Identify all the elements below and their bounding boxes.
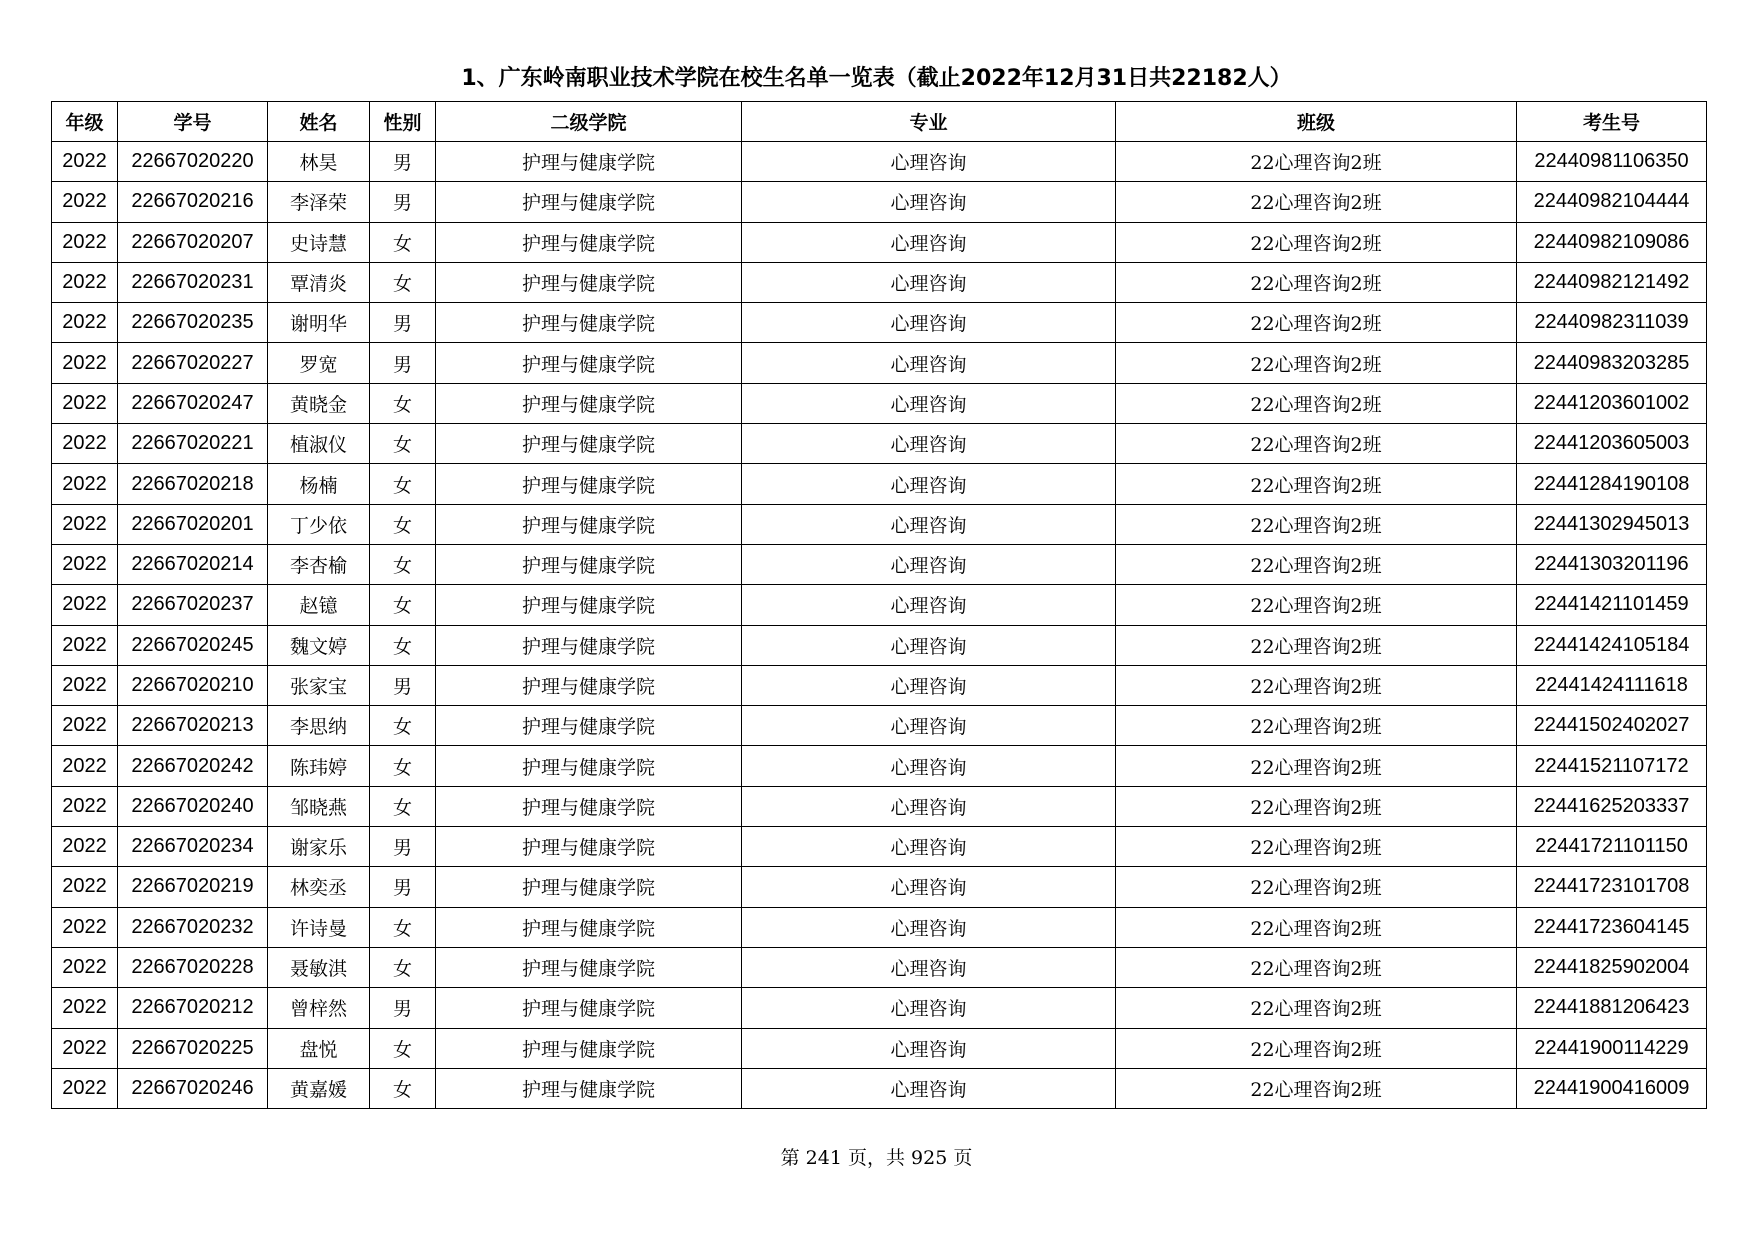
cell-college: 护理与健康学院	[436, 706, 742, 746]
cell-name: 黄晓金	[268, 383, 370, 423]
cell-college: 护理与健康学院	[436, 988, 742, 1028]
cell-student-id: 22667020219	[118, 867, 268, 907]
cell-major: 心理咨询	[742, 706, 1116, 746]
cell-gender: 男	[370, 343, 436, 383]
cell-student-id: 22667020242	[118, 746, 268, 786]
cell-gender: 女	[370, 1028, 436, 1068]
cell-grade: 2022	[52, 464, 118, 504]
cell-gender: 女	[370, 1068, 436, 1108]
table-row	[52, 504, 1707, 544]
table-row	[52, 988, 1707, 1028]
cell-name: 谢家乐	[268, 827, 370, 867]
cell-grade: 2022	[52, 988, 118, 1028]
cell-exam-number: 22441502402027	[1517, 706, 1707, 746]
cell-college: 护理与健康学院	[436, 665, 742, 705]
cell-gender: 女	[370, 464, 436, 504]
header-student-id: 学号	[118, 102, 268, 142]
cell-major: 心理咨询	[742, 424, 1116, 464]
cell-name: 林昊	[268, 142, 370, 182]
cell-exam-number: 22441521107172	[1517, 746, 1707, 786]
cell-grade: 2022	[52, 706, 118, 746]
cell-name: 林奕丞	[268, 867, 370, 907]
cell-exam-number: 22441203605003	[1517, 424, 1707, 464]
cell-class: 22心理咨询2班	[1116, 383, 1517, 423]
cell-college: 护理与健康学院	[436, 1028, 742, 1068]
header-major: 专业	[742, 102, 1116, 142]
cell-gender: 女	[370, 544, 436, 584]
cell-major: 心理咨询	[742, 585, 1116, 625]
cell-gender: 女	[370, 383, 436, 423]
cell-college: 护理与健康学院	[436, 343, 742, 383]
table-row	[52, 383, 1707, 423]
cell-major: 心理咨询	[742, 544, 1116, 584]
cell-exam-number: 22441900416009	[1517, 1068, 1707, 1108]
cell-gender: 女	[370, 222, 436, 262]
cell-class: 22心理咨询2班	[1116, 746, 1517, 786]
table-row	[52, 907, 1707, 947]
cell-major: 心理咨询	[742, 343, 1116, 383]
cell-gender: 男	[370, 988, 436, 1028]
cell-gender: 男	[370, 867, 436, 907]
cell-major: 心理咨询	[742, 262, 1116, 302]
cell-major: 心理咨询	[742, 867, 1116, 907]
cell-college: 护理与健康学院	[436, 464, 742, 504]
cell-class: 22心理咨询2班	[1116, 585, 1517, 625]
cell-gender: 女	[370, 625, 436, 665]
cell-major: 心理咨询	[742, 625, 1116, 665]
cell-gender: 女	[370, 706, 436, 746]
cell-gender: 女	[370, 585, 436, 625]
cell-grade: 2022	[52, 182, 118, 222]
cell-college: 护理与健康学院	[436, 1068, 742, 1108]
header-exam-number: 考生号	[1517, 102, 1707, 142]
cell-major: 心理咨询	[742, 303, 1116, 343]
cell-grade: 2022	[52, 1028, 118, 1068]
cell-name: 李思纳	[268, 706, 370, 746]
cell-class: 22心理咨询2班	[1116, 424, 1517, 464]
cell-student-id: 22667020213	[118, 706, 268, 746]
cell-name: 曾梓然	[268, 988, 370, 1028]
cell-class: 22心理咨询2班	[1116, 665, 1517, 705]
page-title: 1、广东岭南职业技术学院在校生名单一览表（截止2022年12月31日共22182人）	[461, 66, 1292, 91]
cell-exam-number: 22440982109086	[1517, 222, 1707, 262]
cell-grade: 2022	[52, 142, 118, 182]
cell-college: 护理与健康学院	[436, 585, 742, 625]
table-row	[52, 544, 1707, 584]
cell-student-id: 22667020232	[118, 907, 268, 947]
cell-student-id: 22667020212	[118, 988, 268, 1028]
table-row	[52, 1068, 1707, 1108]
cell-gender: 男	[370, 142, 436, 182]
cell-exam-number: 22441424111618	[1517, 665, 1707, 705]
cell-grade: 2022	[52, 746, 118, 786]
cell-name: 谢明华	[268, 303, 370, 343]
cell-college: 护理与健康学院	[436, 262, 742, 302]
cell-college: 护理与健康学院	[436, 746, 742, 786]
cell-student-id: 22667020227	[118, 343, 268, 383]
cell-major: 心理咨询	[742, 222, 1116, 262]
cell-name: 张家宝	[268, 665, 370, 705]
cell-student-id: 22667020218	[118, 464, 268, 504]
cell-exam-number: 22441424105184	[1517, 625, 1707, 665]
cell-college: 护理与健康学院	[436, 303, 742, 343]
cell-name: 丁少依	[268, 504, 370, 544]
cell-class: 22心理咨询2班	[1116, 786, 1517, 826]
header-gender: 性别	[370, 102, 436, 142]
cell-major: 心理咨询	[742, 1068, 1116, 1108]
cell-gender: 女	[370, 786, 436, 826]
cell-student-id: 22667020234	[118, 827, 268, 867]
cell-major: 心理咨询	[742, 988, 1116, 1028]
cell-gender: 男	[370, 827, 436, 867]
student-roster-table	[51, 101, 1707, 1109]
cell-name: 陈玮婷	[268, 746, 370, 786]
cell-exam-number: 22441203601002	[1517, 383, 1707, 423]
cell-name: 覃清炎	[268, 262, 370, 302]
cell-class: 22心理咨询2班	[1116, 1028, 1517, 1068]
cell-grade: 2022	[52, 947, 118, 987]
table-row	[52, 464, 1707, 504]
cell-major: 心理咨询	[742, 464, 1116, 504]
cell-exam-number: 22441723604145	[1517, 907, 1707, 947]
table-row	[52, 746, 1707, 786]
header-name: 姓名	[268, 102, 370, 142]
cell-grade: 2022	[52, 585, 118, 625]
table-row	[52, 424, 1707, 464]
cell-class: 22心理咨询2班	[1116, 947, 1517, 987]
cell-exam-number: 22440981106350	[1517, 142, 1707, 182]
table-row	[52, 1028, 1707, 1068]
cell-class: 22心理咨询2班	[1116, 827, 1517, 867]
cell-class: 22心理咨询2班	[1116, 182, 1517, 222]
table-row	[52, 827, 1707, 867]
cell-student-id: 22667020214	[118, 544, 268, 584]
cell-grade: 2022	[52, 544, 118, 584]
cell-major: 心理咨询	[742, 827, 1116, 867]
cell-major: 心理咨询	[742, 142, 1116, 182]
cell-major: 心理咨询	[742, 383, 1116, 423]
cell-gender: 女	[370, 424, 436, 464]
cell-name: 史诗慧	[268, 222, 370, 262]
cell-name: 赵镱	[268, 585, 370, 625]
cell-college: 护理与健康学院	[436, 907, 742, 947]
cell-exam-number: 22440982311039	[1517, 303, 1707, 343]
header-class: 班级	[1116, 102, 1517, 142]
cell-college: 护理与健康学院	[436, 867, 742, 907]
cell-grade: 2022	[52, 625, 118, 665]
cell-exam-number: 22441825902004	[1517, 947, 1707, 987]
cell-name: 聂敏淇	[268, 947, 370, 987]
cell-college: 护理与健康学院	[436, 383, 742, 423]
cell-college: 护理与健康学院	[436, 947, 742, 987]
cell-exam-number: 22441303201196	[1517, 544, 1707, 584]
cell-exam-number: 22441881206423	[1517, 988, 1707, 1028]
cell-exam-number: 22441302945013	[1517, 504, 1707, 544]
cell-class: 22心理咨询2班	[1116, 343, 1517, 383]
cell-class: 22心理咨询2班	[1116, 303, 1517, 343]
cell-major: 心理咨询	[742, 504, 1116, 544]
cell-name: 植淑仪	[268, 424, 370, 464]
cell-class: 22心理咨询2班	[1116, 222, 1517, 262]
cell-exam-number: 22441421101459	[1517, 585, 1707, 625]
table-row	[52, 262, 1707, 302]
cell-student-id: 22667020210	[118, 665, 268, 705]
cell-grade: 2022	[52, 907, 118, 947]
cell-student-id: 22667020245	[118, 625, 268, 665]
cell-exam-number: 22440982104444	[1517, 182, 1707, 222]
table-row	[52, 585, 1707, 625]
table-row	[52, 625, 1707, 665]
cell-class: 22心理咨询2班	[1116, 867, 1517, 907]
cell-name: 罗宽	[268, 343, 370, 383]
cell-grade: 2022	[52, 262, 118, 302]
cell-student-id: 22667020228	[118, 947, 268, 987]
page-footer: 第 241 页，共 925 页	[780, 1147, 973, 1169]
cell-gender: 女	[370, 504, 436, 544]
table-row	[52, 222, 1707, 262]
header-college: 二级学院	[436, 102, 742, 142]
cell-gender: 女	[370, 907, 436, 947]
cell-student-id: 22667020240	[118, 786, 268, 826]
cell-college: 护理与健康学院	[436, 424, 742, 464]
cell-exam-number: 22440982121492	[1517, 262, 1707, 302]
cell-grade: 2022	[52, 504, 118, 544]
cell-student-id: 22667020237	[118, 585, 268, 625]
cell-student-id: 22667020247	[118, 383, 268, 423]
table-header-row	[52, 102, 1707, 142]
cell-gender: 女	[370, 746, 436, 786]
cell-major: 心理咨询	[742, 665, 1116, 705]
cell-class: 22心理咨询2班	[1116, 544, 1517, 584]
cell-name: 李杏榆	[268, 544, 370, 584]
table-body	[52, 142, 1707, 1109]
cell-college: 护理与健康学院	[436, 544, 742, 584]
cell-college: 护理与健康学院	[436, 625, 742, 665]
table-row	[52, 786, 1707, 826]
cell-student-id: 22667020201	[118, 504, 268, 544]
cell-name: 李泽荣	[268, 182, 370, 222]
cell-grade: 2022	[52, 303, 118, 343]
cell-college: 护理与健康学院	[436, 222, 742, 262]
cell-class: 22心理咨询2班	[1116, 142, 1517, 182]
table-row	[52, 142, 1707, 182]
cell-class: 22心理咨询2班	[1116, 504, 1517, 544]
table-row	[52, 182, 1707, 222]
cell-exam-number: 22441284190108	[1517, 464, 1707, 504]
cell-grade: 2022	[52, 383, 118, 423]
cell-name: 邹晓燕	[268, 786, 370, 826]
cell-major: 心理咨询	[742, 947, 1116, 987]
table-row	[52, 665, 1707, 705]
table-row	[52, 706, 1707, 746]
cell-grade: 2022	[52, 827, 118, 867]
cell-student-id: 22667020216	[118, 182, 268, 222]
cell-college: 护理与健康学院	[436, 827, 742, 867]
cell-college: 护理与健康学院	[436, 182, 742, 222]
table-row	[52, 867, 1707, 907]
cell-major: 心理咨询	[742, 1028, 1116, 1068]
cell-grade: 2022	[52, 665, 118, 705]
cell-major: 心理咨询	[742, 746, 1116, 786]
cell-name: 魏文婷	[268, 625, 370, 665]
cell-college: 护理与健康学院	[436, 786, 742, 826]
cell-student-id: 22667020235	[118, 303, 268, 343]
table-row	[52, 343, 1707, 383]
cell-exam-number: 22441900114229	[1517, 1028, 1707, 1068]
cell-name: 黄嘉媛	[268, 1068, 370, 1108]
header-grade: 年级	[52, 102, 118, 142]
cell-exam-number: 22440983203285	[1517, 343, 1707, 383]
cell-gender: 男	[370, 303, 436, 343]
cell-student-id: 22667020221	[118, 424, 268, 464]
cell-student-id: 22667020207	[118, 222, 268, 262]
cell-gender: 女	[370, 947, 436, 987]
cell-class: 22心理咨询2班	[1116, 907, 1517, 947]
cell-exam-number: 22441625203337	[1517, 786, 1707, 826]
cell-student-id: 22667020220	[118, 142, 268, 182]
cell-major: 心理咨询	[742, 786, 1116, 826]
cell-major: 心理咨询	[742, 907, 1116, 947]
cell-grade: 2022	[52, 343, 118, 383]
cell-grade: 2022	[52, 424, 118, 464]
cell-exam-number: 22441721101150	[1517, 827, 1707, 867]
cell-grade: 2022	[52, 1068, 118, 1108]
cell-college: 护理与健康学院	[436, 142, 742, 182]
cell-grade: 2022	[52, 786, 118, 826]
cell-major: 心理咨询	[742, 182, 1116, 222]
table-row	[52, 303, 1707, 343]
cell-name: 杨楠	[268, 464, 370, 504]
cell-grade: 2022	[52, 867, 118, 907]
cell-exam-number: 22441723101708	[1517, 867, 1707, 907]
cell-gender: 女	[370, 262, 436, 302]
cell-class: 22心理咨询2班	[1116, 262, 1517, 302]
cell-class: 22心理咨询2班	[1116, 464, 1517, 504]
cell-gender: 男	[370, 182, 436, 222]
cell-student-id: 22667020225	[118, 1028, 268, 1068]
cell-grade: 2022	[52, 222, 118, 262]
cell-name: 许诗曼	[268, 907, 370, 947]
cell-class: 22心理咨询2班	[1116, 625, 1517, 665]
cell-class: 22心理咨询2班	[1116, 988, 1517, 1028]
cell-college: 护理与健康学院	[436, 504, 742, 544]
cell-gender: 男	[370, 665, 436, 705]
cell-student-id: 22667020246	[118, 1068, 268, 1108]
cell-class: 22心理咨询2班	[1116, 1068, 1517, 1108]
cell-name: 盘悦	[268, 1028, 370, 1068]
cell-class: 22心理咨询2班	[1116, 706, 1517, 746]
cell-student-id: 22667020231	[118, 262, 268, 302]
table-row	[52, 947, 1707, 987]
